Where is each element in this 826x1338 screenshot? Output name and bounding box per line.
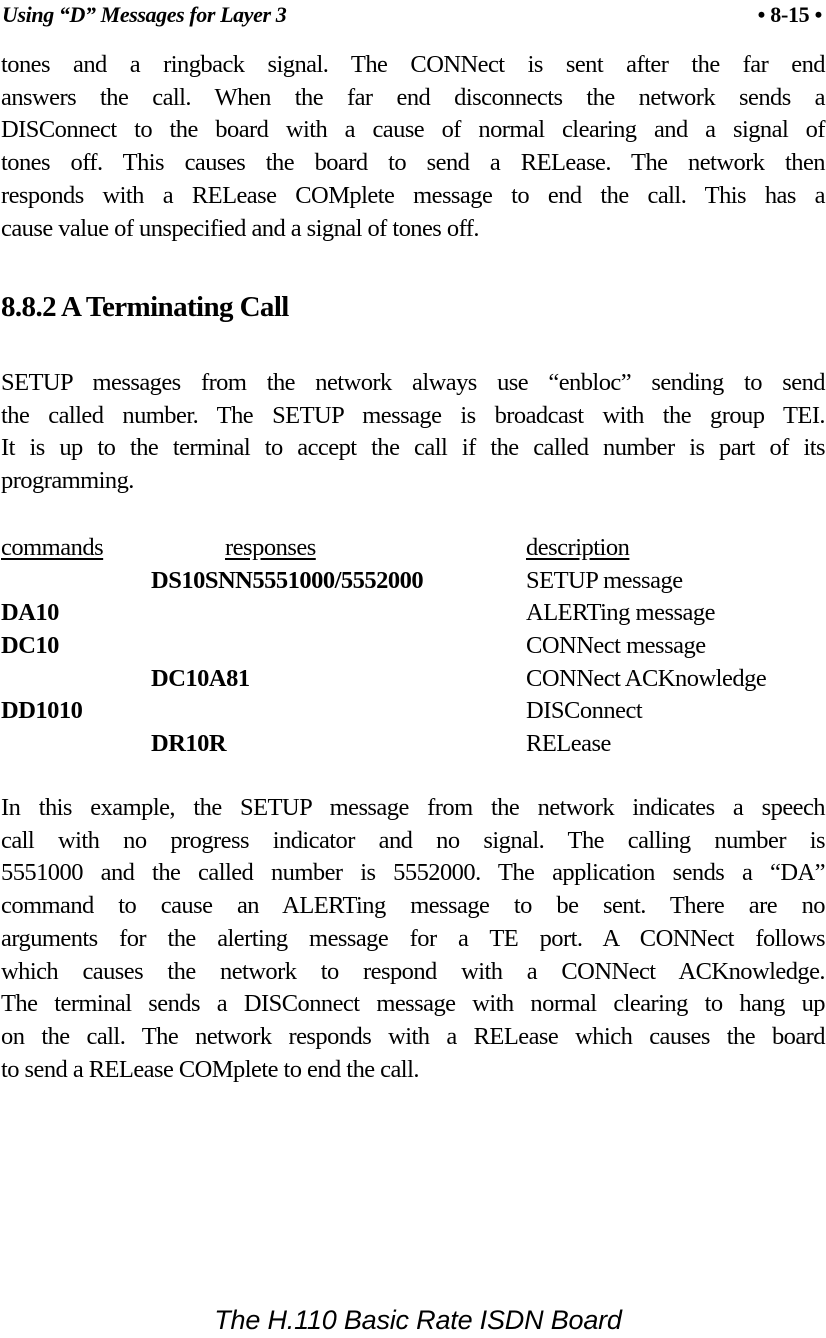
paragraph-line: programming. — [1, 467, 134, 495]
header-description: description — [526, 534, 630, 561]
paragraph-line: responds with a RELease COMplete message to end the call. This has a — [1, 181, 825, 209]
section-paragraph — [1, 367, 825, 498]
page-number: • 8-15 • — [757, 2, 822, 27]
description-cell: ALERTing message — [526, 599, 716, 627]
paragraph-line: tones and a ringback signal. The CONNect is sent after the far end — [1, 51, 825, 78]
table-row — [0, 630, 826, 663]
paragraph-line: 5551000 and the called number is 5552000. The application sends a “DA” — [1, 859, 825, 887]
paragraph-line: It is up to the terminal to accept the call if the called number is part of its — [1, 434, 825, 462]
description-cell: CONNect message — [526, 632, 706, 660]
paragraph-line: the called number. The SETUP message is broadcast with the group TEI. — [1, 401, 825, 429]
paragraph-line: tones off. This causes the board to send a RELease. The network then — [1, 149, 825, 177]
command-table — [0, 532, 826, 761]
description-cell: RELease — [526, 730, 611, 758]
intro-paragraph — [1, 49, 825, 245]
paragraph-line: command to cause an ALERTing message to be sent. There are no — [1, 892, 825, 920]
paragraph-line: arguments for the alerting message for a TE port. A CONNect follows — [1, 924, 825, 952]
paragraph-line: to send a RELease COMplete to end the call. — [1, 1055, 419, 1083]
table-row — [0, 695, 826, 728]
description-cell: CONNect ACKnowledge — [526, 664, 767, 692]
paragraph-line: cause value of unspecified and a signal of tones off. — [1, 214, 479, 242]
table-row — [0, 565, 826, 598]
footer-title: The H.110 Basic Rate ISDN Board — [214, 1305, 622, 1335]
paragraph-line: The terminal sends a DISConnect message with normal clearing to hang up — [1, 990, 825, 1018]
paragraph-line: SETUP messages from the network always use “enbloc” sending to send — [1, 369, 825, 396]
header-commands: commands — [1, 534, 104, 561]
table-row — [0, 597, 826, 630]
page-header — [0, 0, 826, 30]
page-footer — [0, 1302, 826, 1338]
paragraph-line: DISConnect to the board with a cause of normal clearing and a signal of — [1, 116, 825, 144]
table-header-row — [0, 532, 826, 565]
section-heading: 8.8.2 A Terminating Call — [1, 291, 289, 323]
paragraph-line: In this example, the SETUP message from the network indicates a speech — [1, 794, 825, 821]
table-row — [0, 663, 826, 696]
paragraph-line: call with no progress indicator and no signal. The calling number is — [1, 826, 825, 854]
response-cell: DC10A81 — [151, 664, 250, 692]
description-cell: DISConnect — [526, 697, 643, 725]
paragraph-line: on the call. The network responds with a RELease which causes the board — [1, 1022, 825, 1050]
example-paragraph — [1, 792, 825, 1086]
command-cell: DD1010 — [1, 697, 83, 725]
table-row — [0, 728, 826, 761]
paragraph-line: which causes the network to respond with a CONNect ACKnowledge. — [1, 957, 825, 985]
paragraph-line: answers the call. When the far end disconnects the network sends a — [1, 83, 825, 111]
response-cell: DS10SNN5551000/5552000 — [151, 566, 424, 594]
response-cell: DR10R — [151, 730, 227, 758]
chapter-title: Using “D” Messages for Layer 3 — [2, 2, 287, 27]
header-responses: responses — [225, 534, 316, 561]
command-cell: DA10 — [1, 599, 59, 627]
command-cell: DC10 — [1, 632, 59, 660]
description-cell: SETUP message — [526, 566, 683, 594]
